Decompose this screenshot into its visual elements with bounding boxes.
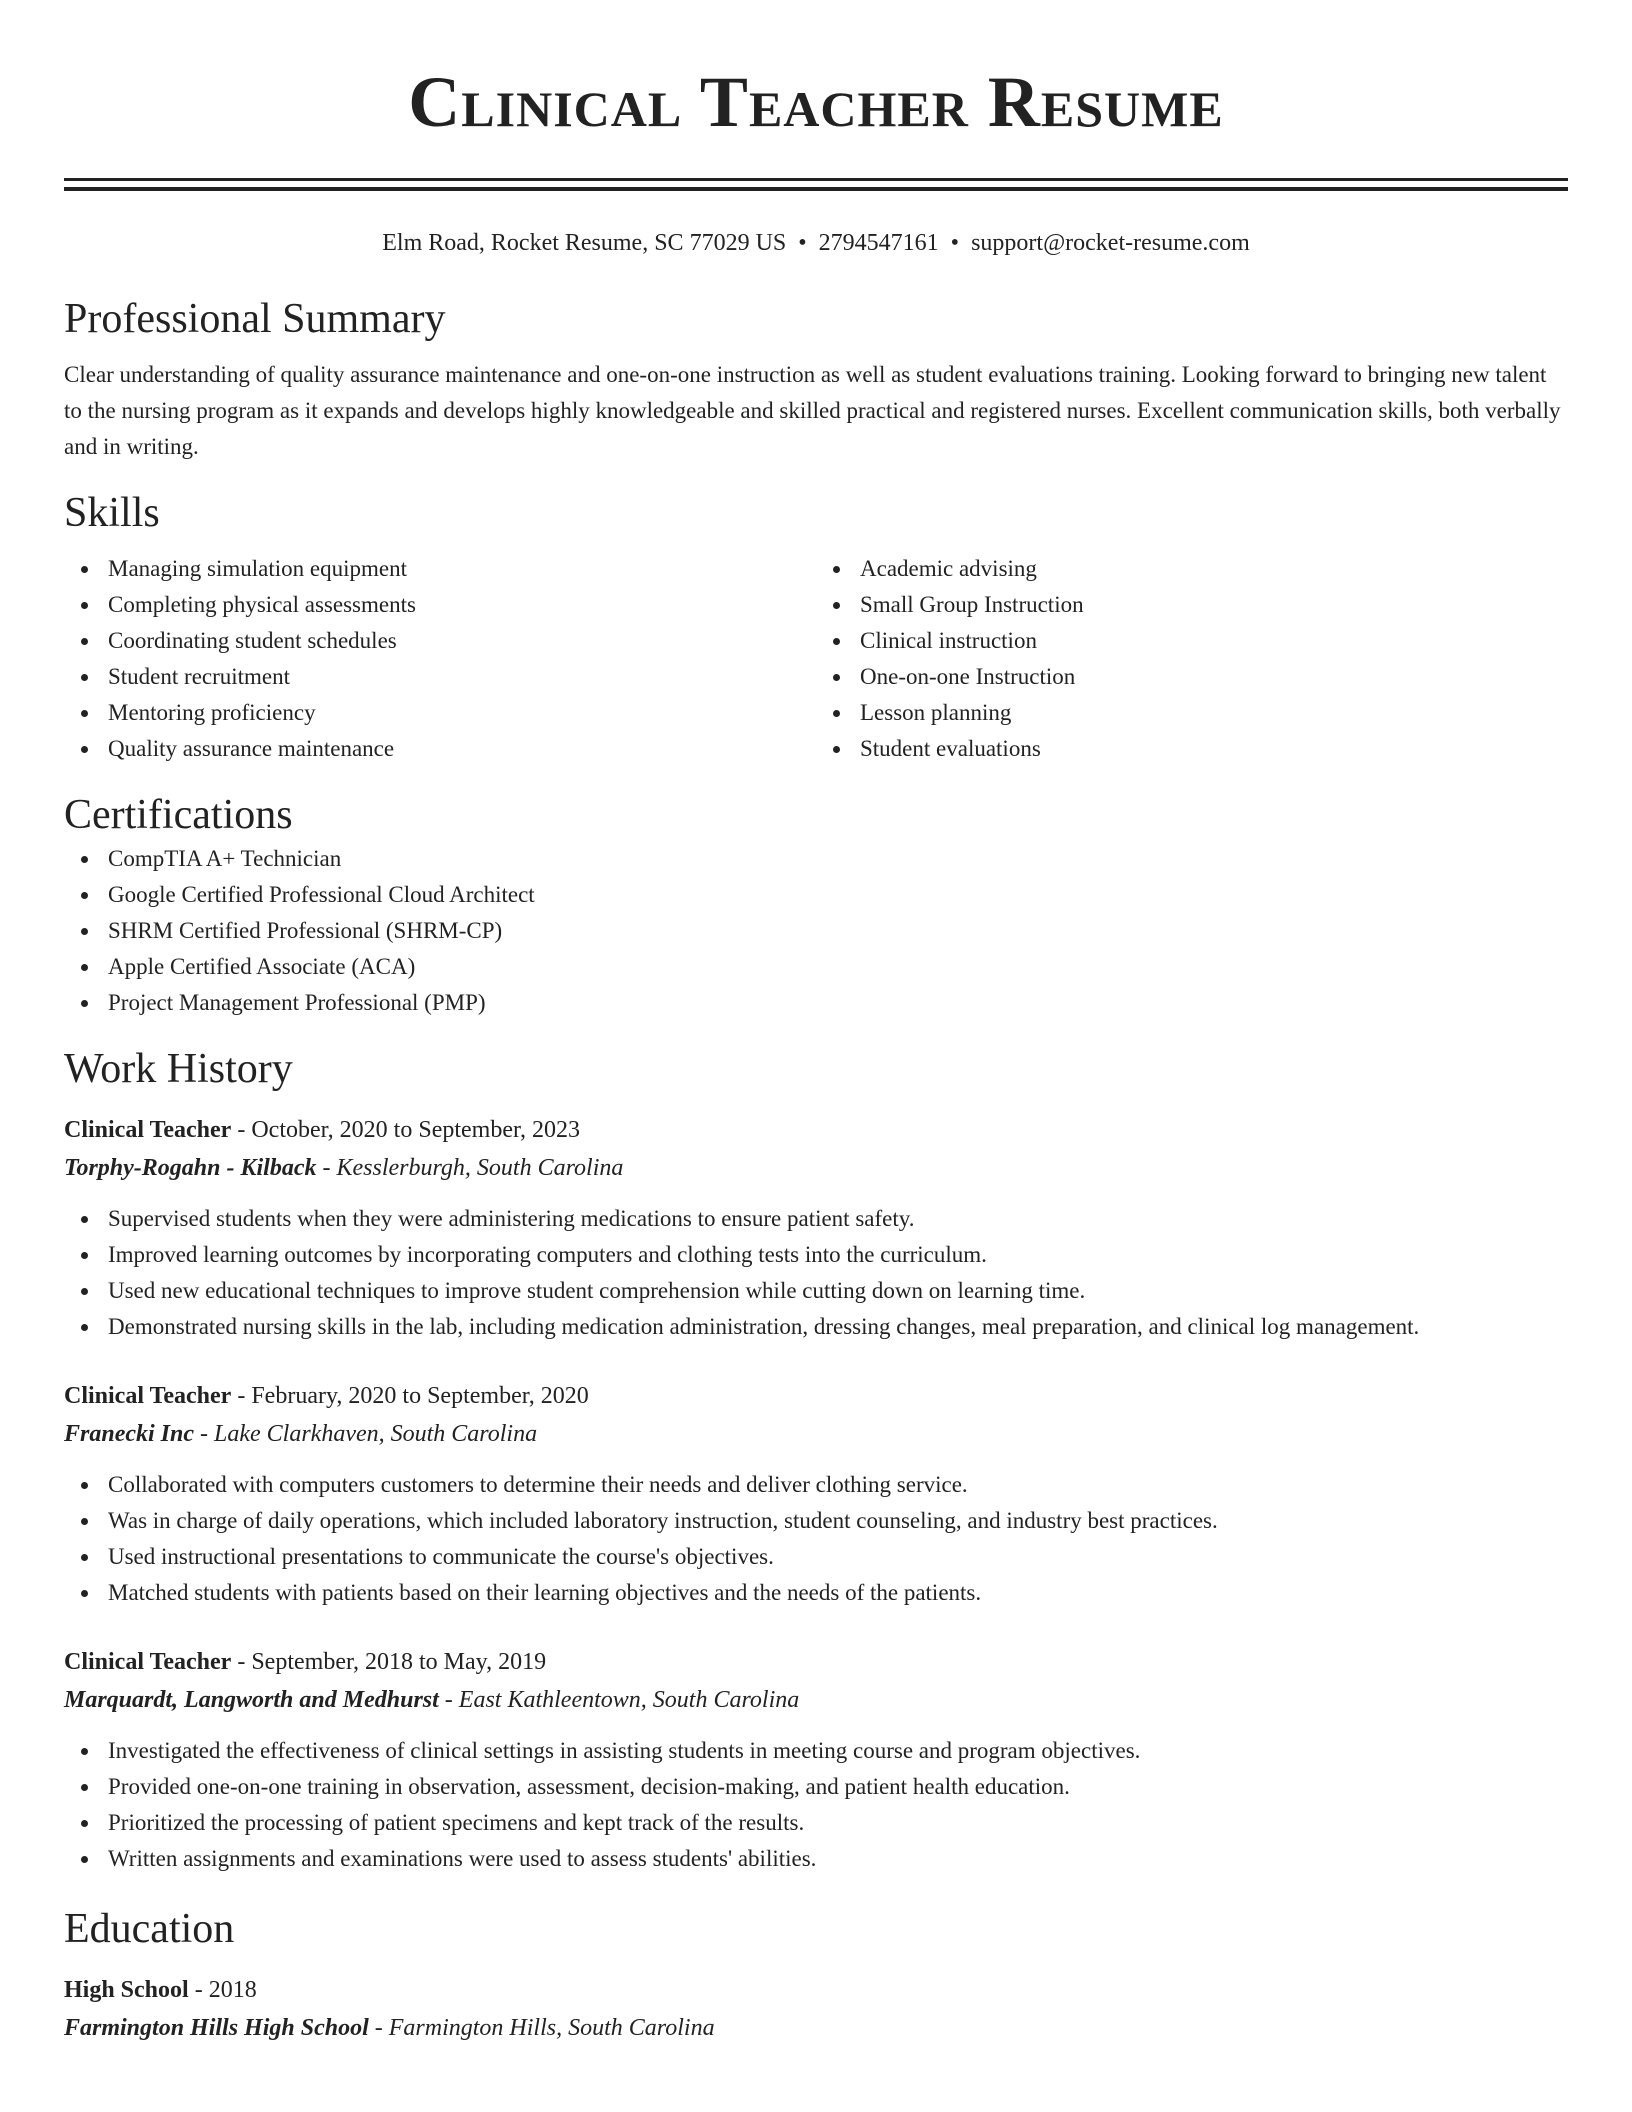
job-duties-list xyxy=(64,1201,1568,1345)
company-location: - Kesslerburgh, South Carolina xyxy=(316,1155,624,1181)
contact-separator: • xyxy=(950,230,960,256)
skills-column-right xyxy=(816,551,1568,767)
company-line xyxy=(64,1415,1568,1453)
company-location: - East Kathleentown, South Carolina xyxy=(438,1687,800,1713)
job-dates: - February, 2020 to September, 2020 xyxy=(231,1383,589,1409)
job-duty: Provided one-on-one training in observation, assessment, decision-making, and patient health education. xyxy=(64,1769,1568,1805)
job-entry xyxy=(64,1111,1568,1345)
contact-phone: 2794547161 xyxy=(818,230,939,256)
contact-address: Elm Road, Rocket Resume, SC 77029 US xyxy=(382,230,787,256)
job-entry xyxy=(64,1377,1568,1611)
job-duty: Was in charge of daily operations, which included laboratory instruction, student counseling, and industry best practices. xyxy=(64,1503,1568,1539)
contact-email: support@rocket-resume.com xyxy=(971,230,1250,256)
certification-item: CompTIA A+ Technician xyxy=(64,841,1568,877)
skill-item: Managing simulation equipment xyxy=(64,551,816,587)
skill-item: Lesson planning xyxy=(816,695,1568,731)
skills-heading: Skills xyxy=(64,490,160,536)
school-location: - Farmington Hills, South Carolina xyxy=(368,2015,715,2041)
company-line xyxy=(64,1681,1568,1719)
page-title: Clinical Teacher Resume xyxy=(408,62,1224,142)
skill-item: One-on-one Instruction xyxy=(816,659,1568,695)
company-line xyxy=(64,1149,1568,1187)
job-dates: - October, 2020 to September, 2023 xyxy=(231,1117,581,1143)
company-name: Franecki Inc xyxy=(64,1421,195,1447)
skill-item: Small Group Instruction xyxy=(816,587,1568,623)
skills-grid xyxy=(64,551,1568,767)
graduation-year: - 2018 xyxy=(188,1977,257,2003)
job-duty: Used new educational techniques to improve student comprehension while cutting down on learning time. xyxy=(64,1273,1568,1309)
job-title-line xyxy=(64,1111,1568,1149)
certification-item: Project Management Professional (PMP) xyxy=(64,985,1568,1021)
skill-item: Completing physical assessments xyxy=(64,587,816,623)
skill-item: Student recruitment xyxy=(64,659,816,695)
certification-item: Google Certified Professional Cloud Architect xyxy=(64,877,1568,913)
title-divider-top xyxy=(64,178,1568,181)
resume-page xyxy=(64,0,1568,2047)
title-divider-bottom xyxy=(64,187,1568,191)
job-duty: Collaborated with computers customers to determine their needs and deliver clothing service. xyxy=(64,1467,1568,1503)
company-name: Torphy-Rogahn - Kilback xyxy=(64,1155,317,1181)
work-history-heading: Work History xyxy=(64,1046,293,1092)
skill-item: Student evaluations xyxy=(816,731,1568,767)
job-duty: Used instructional presentations to communicate the course's objectives. xyxy=(64,1539,1568,1575)
school-name: Farmington Hills High School xyxy=(64,2015,369,2041)
job-duty: Investigated the effectiveness of clinical settings in assisting students in meeting course and program objectives. xyxy=(64,1733,1568,1769)
company-name: Marquardt, Langworth and Medhurst xyxy=(64,1687,439,1713)
education-entry xyxy=(64,1971,1568,2047)
job-duty: Matched students with patients based on their learning objectives and the needs of the patients. xyxy=(64,1575,1568,1611)
skill-item: Coordinating student schedules xyxy=(64,623,816,659)
job-duty: Improved learning outcomes by incorporating computers and clothing tests into the curriculum. xyxy=(64,1237,1568,1273)
job-title-line xyxy=(64,1643,1568,1681)
job-title: Clinical Teacher xyxy=(64,1383,232,1409)
summary-text: Clear understanding of quality assurance maintenance and one-on-one instruction as well as student evaluations training. Looking forward to bringing new talent to the nursing program as it expands and develops highly knowledgeable and skilled practical and registered nurses. Excellent communication skills, both verbally and in writing. xyxy=(64,362,1561,459)
skill-item: Academic advising xyxy=(816,551,1568,587)
skill-item: Mentoring proficiency xyxy=(64,695,816,731)
job-duty: Written assignments and examinations were used to assess students' abilities. xyxy=(64,1841,1568,1877)
certification-item: Apple Certified Associate (ACA) xyxy=(64,949,1568,985)
job-entry xyxy=(64,1643,1568,1877)
job-duty: Supervised students when they were administering medications to ensure patient safety. xyxy=(64,1201,1568,1237)
contact-separator: • xyxy=(798,230,807,256)
summary-heading: Professional Summary xyxy=(64,296,446,342)
job-title: Clinical Teacher xyxy=(64,1649,232,1675)
job-duties-list xyxy=(64,1733,1568,1877)
certification-item: SHRM Certified Professional (SHRM-CP) xyxy=(64,913,1568,949)
company-location: - Lake Clarkhaven, South Carolina xyxy=(194,1421,538,1447)
skill-item: Quality assurance maintenance xyxy=(64,731,816,767)
skill-item: Clinical instruction xyxy=(816,623,1568,659)
job-duty: Demonstrated nursing skills in the lab, including medication administration, dressing changes, meal preparation, and clinical log management. xyxy=(64,1309,1568,1345)
skills-column-left xyxy=(64,551,816,767)
job-title-line xyxy=(64,1377,1568,1415)
certifications-heading: Certifications xyxy=(64,792,293,838)
school-line xyxy=(64,2009,1568,2047)
degree-line xyxy=(64,1971,1568,2009)
job-duties-list xyxy=(64,1467,1568,1611)
contact-line xyxy=(64,227,1568,259)
education-heading: Education xyxy=(64,1906,235,1952)
job-dates: - September, 2018 to May, 2019 xyxy=(231,1649,547,1675)
degree: High School xyxy=(64,1977,189,2003)
job-title: Clinical Teacher xyxy=(64,1117,232,1143)
job-duty: Prioritized the processing of patient specimens and kept track of the results. xyxy=(64,1805,1568,1841)
certifications-list xyxy=(64,841,1568,1021)
